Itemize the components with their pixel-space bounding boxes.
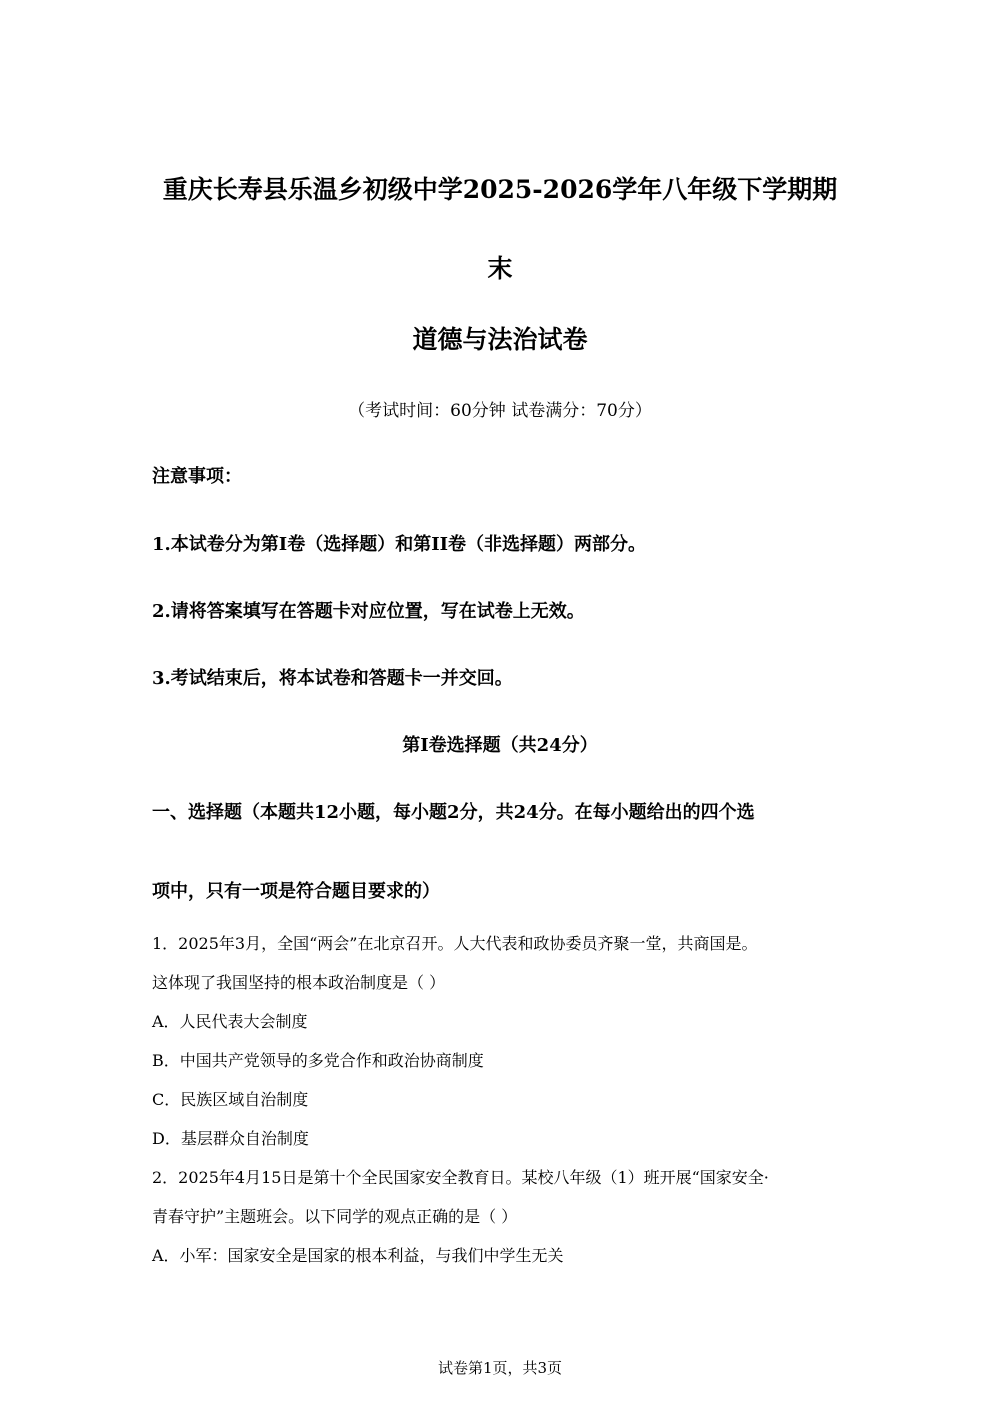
question-1-option-c: C．民族区域自治制度 [152, 1090, 309, 1109]
section-instruction-line1: 一、选择题（本题共12小题，每小题2分，共24分。在每小题给出的四个选 [152, 802, 755, 823]
exam-info: （考试时间：60分钟 试卷满分：70分） [348, 401, 652, 421]
question-1-stem-line1: 1．2025年3月，全国“两会”在北京召开。人大代表和政协委员齐聚一堂，共商国是。 [152, 934, 758, 953]
question-2-stem-line2: 青春守护”主题班会。以下同学的观点正确的是（ ） [152, 1207, 518, 1226]
exam-title-line1: 重庆长寿县乐温乡初级中学2025-2026学年八年级下学期期 [162, 175, 838, 204]
notice-item-2: 2.请将答案填写在答题卡对应位置，写在试卷上无效。 [152, 601, 585, 622]
question-1-option-d: D．基层群众自治制度 [152, 1129, 309, 1148]
notice-item-1: 1.本试卷分为第I卷（选择题）和第II卷（非选择题）两部分。 [152, 534, 647, 555]
question-1-option-a: A．人民代表大会制度 [152, 1012, 308, 1031]
notice-item-3: 3.考试结束后，将本试卷和答题卡一并交回。 [152, 668, 513, 689]
question-2-stem-line1: 2．2025年4月15日是第十个全民国家安全教育日。某校八年级（1）班开展“国家安全· [152, 1168, 769, 1187]
question-2-option-a: A．小军：国家安全是国家的根本利益，与我们中学生无关 [152, 1246, 564, 1265]
question-1-option-b: B．中国共产党领导的多党合作和政治协商制度 [152, 1051, 484, 1070]
section-instruction-line2: 项中，只有一项是符合题目要求的） [152, 881, 440, 902]
question-1-stem-line2: 这体现了我国坚持的根本政治制度是（ ） [152, 973, 446, 992]
notice-heading: 注意事项： [152, 466, 242, 487]
exam-title-line2: 末 [487, 254, 513, 283]
page-footer: 试卷第1页，共3页 [437, 1359, 563, 1377]
exam-subject: 道德与法治试卷 [412, 325, 588, 354]
section-title: 第I卷选择题（共24分） [402, 735, 598, 756]
